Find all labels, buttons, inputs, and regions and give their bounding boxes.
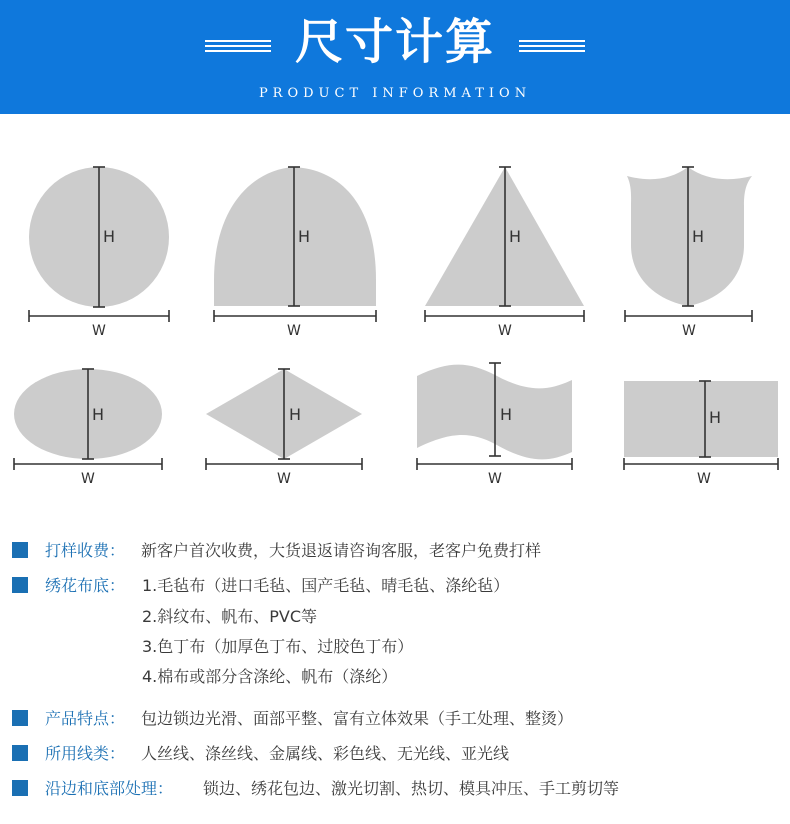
width-label: W xyxy=(488,471,502,487)
width-label: W xyxy=(697,471,711,487)
title-right-decoration xyxy=(519,40,585,56)
fabric-item xyxy=(12,632,782,662)
info-edge-processing xyxy=(12,770,782,805)
info-threads xyxy=(12,735,782,770)
width-label: W xyxy=(277,471,291,487)
circle-shape-diagram xyxy=(29,167,169,339)
bullet-square-icon xyxy=(12,542,28,558)
info-text: 3.色丁布（加厚色丁布、过胶色丁布） xyxy=(142,637,414,656)
shape-dimension-diagrams xyxy=(0,150,790,495)
info-label: 沿边和底部处理： xyxy=(45,779,174,798)
info-text: 新客户首次收费，大货退返请咨询客服，老客户免费打样 xyxy=(141,541,542,560)
info-text: 1.毛毡布（进口毛毡、国产毛毡、晴毛毡、涤纶毡） xyxy=(142,576,510,595)
height-label: H xyxy=(289,405,302,424)
height-label: H xyxy=(692,227,705,246)
header-banner xyxy=(0,0,790,114)
height-label: H xyxy=(509,227,522,246)
wave-shape-diagram xyxy=(417,363,572,487)
fabric-item xyxy=(12,602,782,632)
info-text: 包边锁边光滑、面部平整、富有立体效果（手工处理、整烫） xyxy=(141,709,574,728)
height-label: H xyxy=(92,405,105,424)
width-label: W xyxy=(682,323,696,339)
info-label: 产品特点： xyxy=(45,709,126,728)
arch-shape-diagram xyxy=(214,167,376,339)
width-label: W xyxy=(498,323,512,339)
fabric-item xyxy=(12,662,782,700)
page-subtitle: PRODUCT INFORMATION xyxy=(258,86,532,101)
info-text: 4.棉布或部分含涤纶、帆布（涤纶） xyxy=(142,667,398,686)
bullet-square-icon xyxy=(12,577,28,593)
oval-shape-diagram xyxy=(14,369,162,487)
shield-shape-diagram xyxy=(625,167,752,339)
info-text: 2.斜纹布、帆布、PVC等 xyxy=(142,607,318,626)
rectangle-shape-diagram xyxy=(624,381,778,487)
bullet-square-icon xyxy=(12,745,28,761)
height-label: H xyxy=(500,405,513,424)
info-text: 人丝线、涤丝线、金属线、彩色线、无光线、亚光线 xyxy=(141,744,510,763)
width-label: W xyxy=(287,323,301,339)
info-label: 打样收费： xyxy=(45,541,126,560)
product-info-list xyxy=(12,532,782,805)
info-text: 锁边、绣花包边、激光切割、热切、模具冲压、手工剪切等 xyxy=(203,779,620,798)
width-label: W xyxy=(92,323,106,339)
bullet-square-icon xyxy=(12,780,28,796)
width-label: W xyxy=(81,471,95,487)
triangle-shape-diagram xyxy=(425,167,584,339)
info-features xyxy=(12,700,782,735)
diamond-shape-diagram xyxy=(206,369,362,487)
info-sample-fee xyxy=(12,532,782,567)
page-title: 尺寸计算 xyxy=(294,14,495,70)
height-label: H xyxy=(709,408,722,427)
info-label: 所用线类： xyxy=(45,744,126,763)
height-label: H xyxy=(298,227,311,246)
bullet-square-icon xyxy=(12,710,28,726)
info-label: 绣花布底： xyxy=(45,576,126,595)
info-fabric-base xyxy=(12,567,782,602)
height-label: H xyxy=(103,227,116,246)
